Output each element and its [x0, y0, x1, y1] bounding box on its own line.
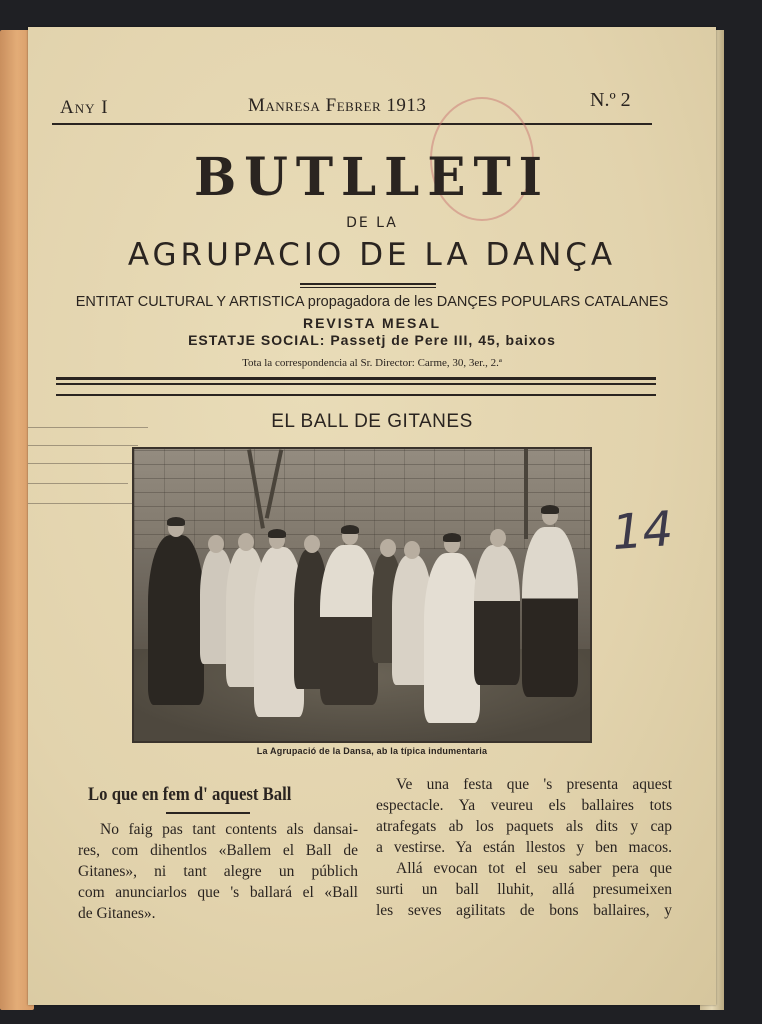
photo-figure-hair — [443, 533, 461, 542]
postmark-line — [28, 483, 128, 484]
text-line: a vestirse. Ya están llestos y ben macos. — [376, 839, 672, 856]
masthead-rule — [300, 283, 436, 285]
postmark-line — [28, 503, 136, 504]
section-title: EL BALL DE GITANES — [271, 411, 473, 432]
masthead-bottom-rule — [56, 394, 656, 396]
photo-tree — [524, 449, 528, 539]
photo-wall — [134, 449, 590, 549]
photo-figure-hair — [167, 517, 185, 526]
text-line: les seves agilitats de bons ballaires, y — [376, 902, 672, 919]
photo-figure — [522, 527, 578, 697]
postmark-line — [28, 463, 144, 464]
photo-figure-head — [404, 541, 420, 559]
photo-figure-head — [238, 533, 254, 551]
masthead-subtitle: AGRUPACIO DE LA DANÇA — [127, 237, 617, 273]
text-line: Allá evocan tot el seu saber pera que — [396, 860, 672, 877]
text-line: No faig pas tant contents als dansai- — [100, 821, 358, 838]
photo-figure-head — [490, 529, 506, 547]
right-column-text — [376, 774, 672, 921]
issue-date: Manresa Febrer 1913 — [248, 95, 427, 116]
issue-number: N.º 2 — [590, 89, 631, 111]
masthead-de-la: DE LA — [346, 215, 398, 231]
photo-figure-hair — [541, 505, 559, 514]
masthead-bottom-rule — [56, 383, 656, 385]
text-line: Gitanes», ni tant alegre un públich — [78, 863, 358, 880]
handwritten-page-number: 14 — [610, 500, 675, 562]
newspaper-page — [28, 27, 716, 1005]
photo-figure — [424, 553, 480, 723]
photo-caption: La Agrupació de la Dansa, ab la típica indumentaria — [256, 746, 488, 756]
text-line: espectacle. Ya veureu els ballaires tots — [376, 797, 672, 814]
photo-figure-hair — [268, 529, 286, 538]
group-photograph — [132, 447, 592, 743]
text-line: Ve una festa que 's presenta aquest — [396, 776, 672, 793]
issue-year: Any I — [60, 97, 109, 118]
text-line: res, com dihentlos «Ballem el Ball de — [78, 842, 358, 859]
left-column-heading-rule — [166, 812, 250, 814]
publication-frequency: REVISTA MESAL — [302, 315, 441, 331]
left-column-text — [78, 819, 358, 924]
text-line: de Gitanes». — [78, 905, 156, 922]
header-rule — [52, 123, 652, 125]
photo-figure-head — [380, 539, 396, 557]
masthead-bottom-rule — [56, 377, 656, 380]
photo-figure-hair — [341, 525, 359, 534]
correspondence-note: Tota la correspondencia al Sr. Director: Carme, 30, 3er., 2.ª — [242, 357, 502, 369]
entity-description: ENTITAT CULTURAL Y ARTISTICA propagadora de les DANÇES POPULARS CATALANES — [75, 294, 669, 310]
text-line: surti un ball lluhit, allá presumeixen — [376, 881, 672, 898]
masthead-rule — [300, 287, 436, 288]
photo-figure — [148, 535, 204, 705]
photo-figure-head — [208, 535, 224, 553]
social-address: ESTATJE SOCIAL: Passetj de Pere III, 45, baixos — [188, 332, 556, 348]
left-column-heading: Lo que en fem d' aquest Ball — [88, 784, 292, 805]
photo-figure-head — [304, 535, 320, 553]
text-line: atrafegats ab los paquets als dits y cap — [376, 818, 672, 835]
photo-figure — [474, 545, 520, 685]
postmark-line — [28, 445, 138, 446]
photo-figure — [320, 545, 378, 705]
masthead-title: BUTLLETI — [193, 145, 551, 208]
text-line: com anunciarlos que 's ballará el «Ball — [78, 884, 358, 901]
